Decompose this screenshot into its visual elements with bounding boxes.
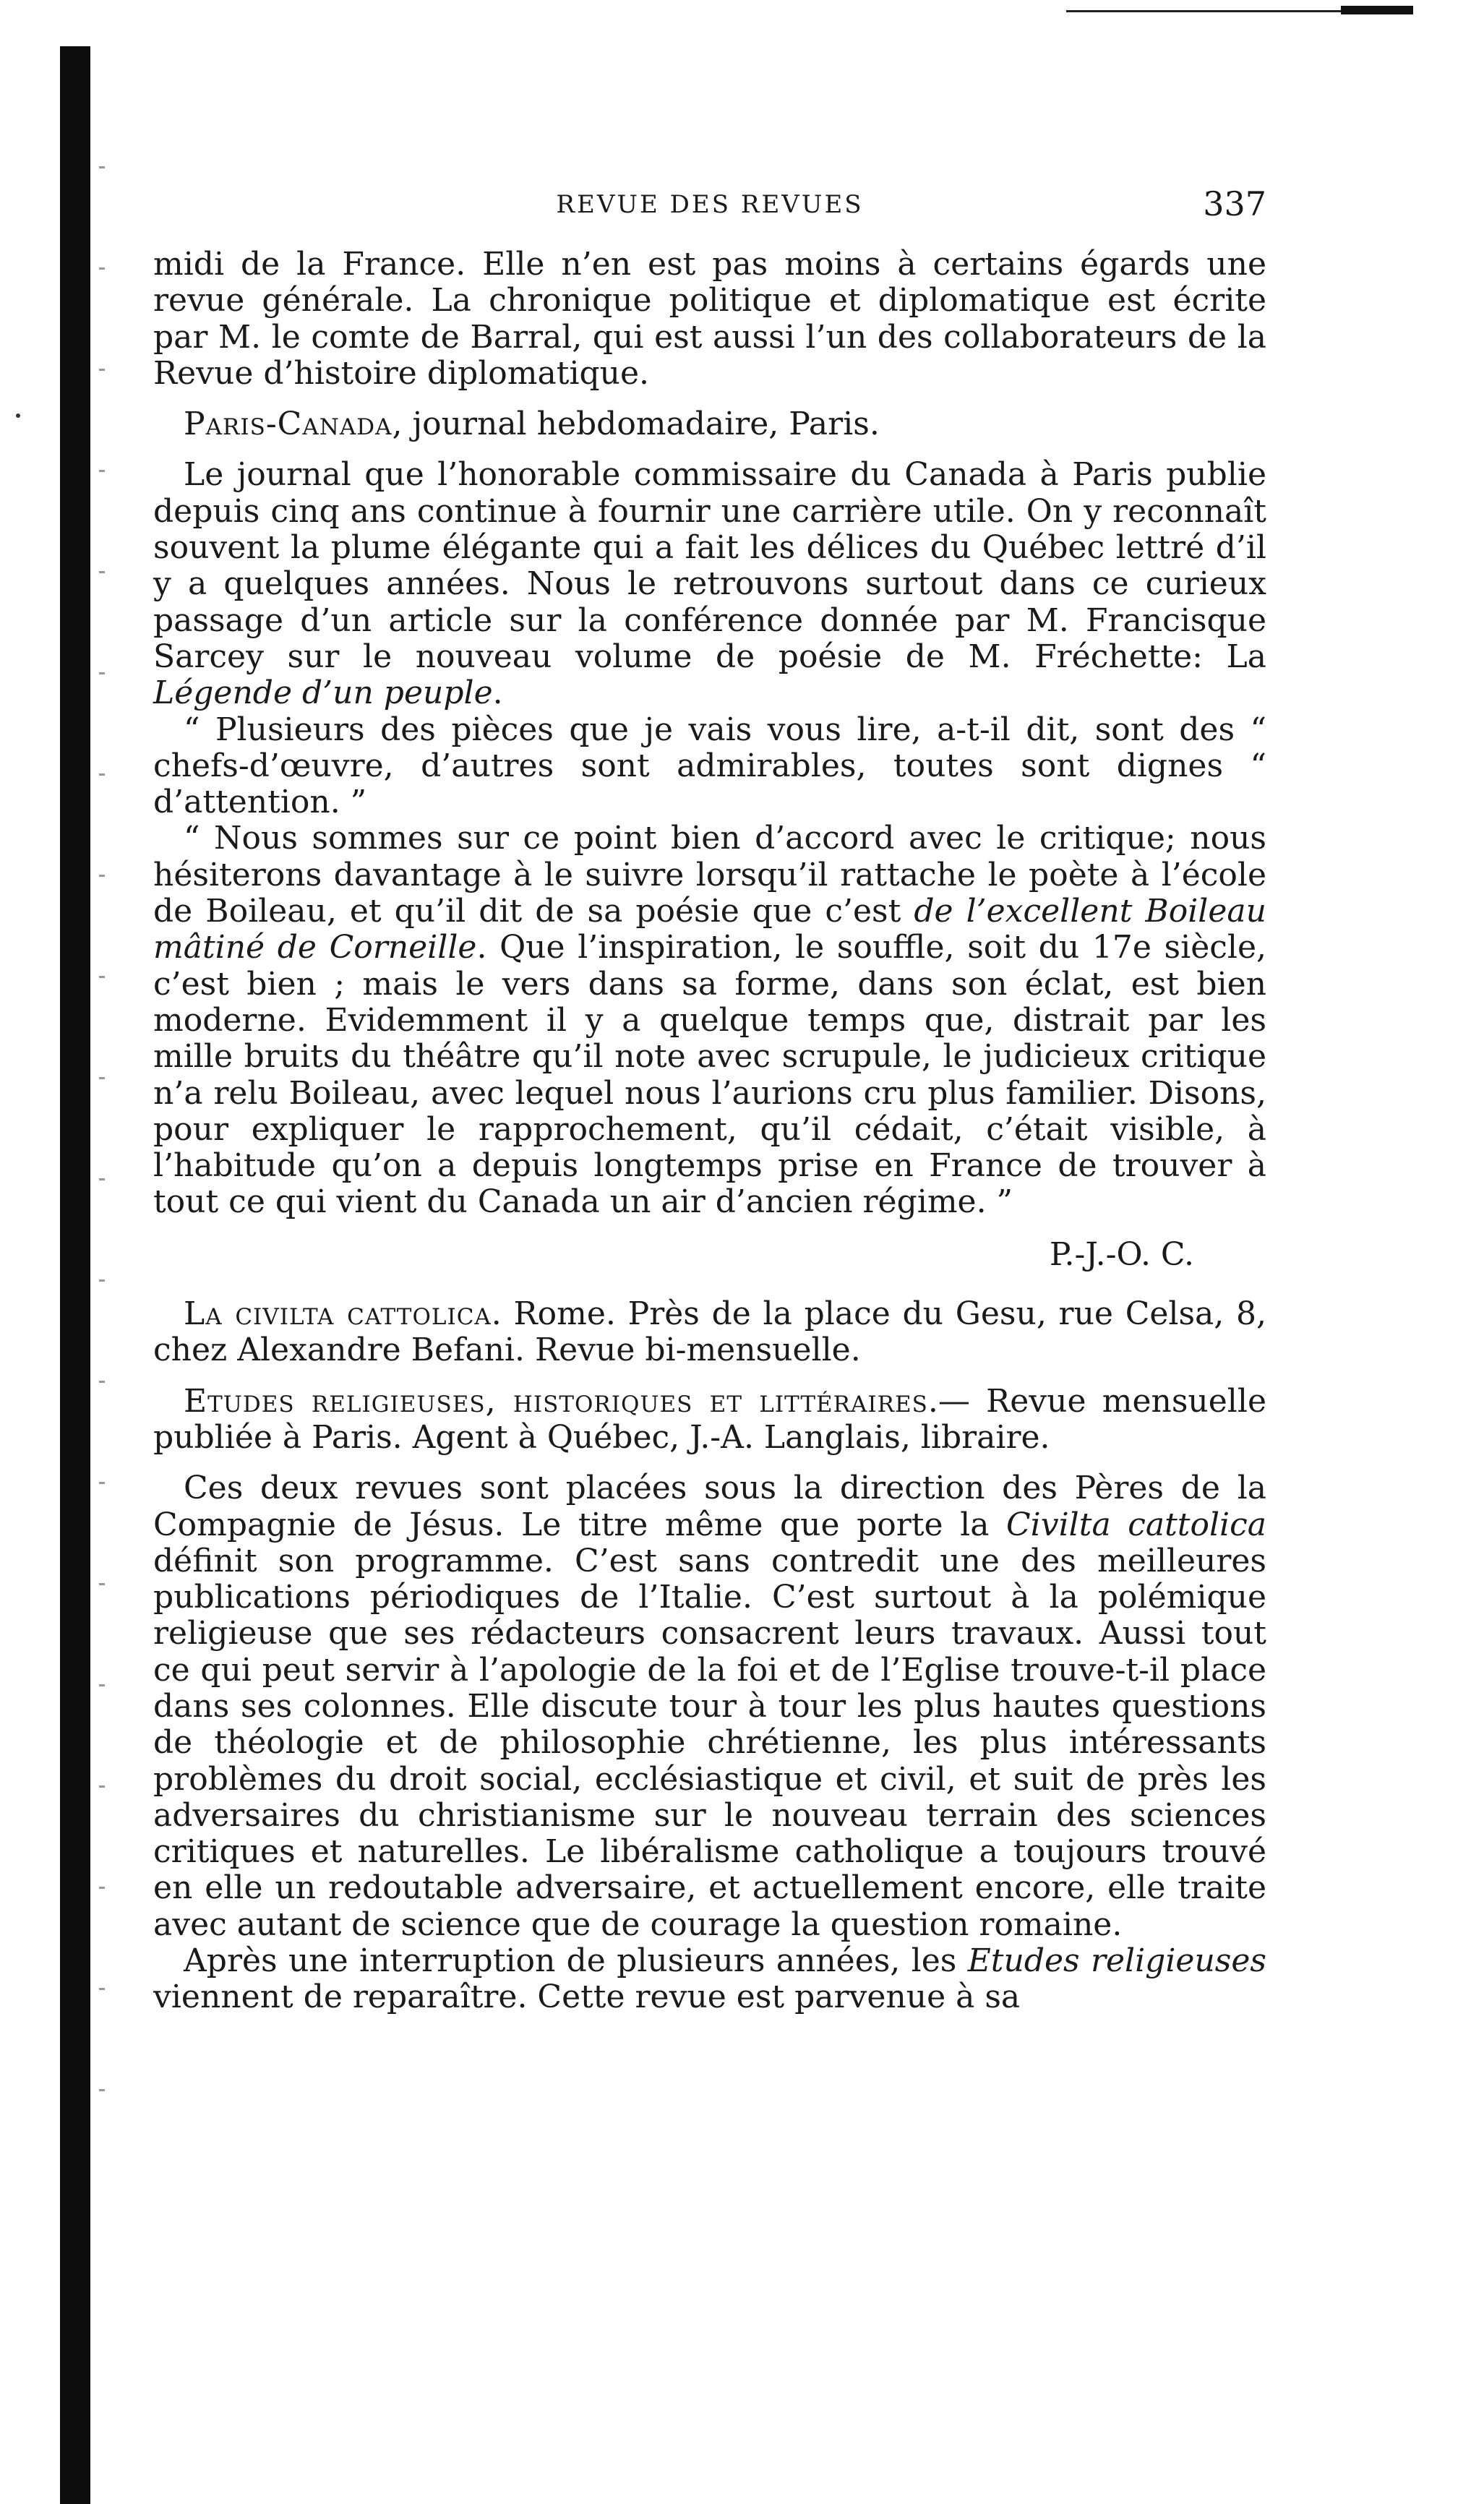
italic-title-civilta: Civilta cattolica <box>1006 1506 1266 1543</box>
entry-desc-paris-canada: , journal hebdomadaire, Paris. <box>392 406 880 443</box>
scan-speck <box>16 413 20 418</box>
italic-title-etudes: Etudes religieuses <box>967 1942 1266 1980</box>
entry-paris-canada <box>153 406 1266 442</box>
scan-edge-marks <box>99 166 105 2190</box>
quotation-sarcey: “ Plusieurs des pièces que je vais vous lire, a-t-il dit, sont des “ chefs-d’œuvre, d’autres sont admirables, toutes sont dignes “ d’attention. ” <box>153 711 1266 821</box>
text-run: “ Nous sommes sur ce point bien d’accord avec le critique; nous hésiterons davantage à le suivre lorsqu’il rattache le poète à l’école de Boileau, et qu’il dit de sa poésie que c’est <box>153 820 1266 930</box>
running-title: REVUE DES REVUES <box>556 190 864 219</box>
text-run: Le journal que l’honorable commissaire du Canada à Paris publie depuis cinq ans continue à fournir une carrière utile. On y reconnaît souvent la plume élégante qui a fait les délices du Québec lettré d’il y a quelques années. Nous le retrouvons surtout dans ce curieux passage d’un article sur la conférence donnée par M. Francisque Sarcey sur le nouveau volume de poésie de M. Fréchette: La <box>153 456 1266 675</box>
italic-quote-boileau: de l’excellent Boileau mâtiné de Corneille <box>153 893 1266 966</box>
quotation-response <box>153 820 1266 1220</box>
entry-desc-civilta-cattolica: . Rome. Près de la place du Gesu, rue Celsa, 8, chez Alexandre Befani. Revue bi-mensuelle. <box>153 1295 1266 1369</box>
paragraph-etudes-reappear <box>153 1943 1266 2016</box>
text-run: viennent de reparaître. Cette revue est parvenue à sa <box>153 1978 1021 2016</box>
page-number: 337 <box>1203 184 1266 223</box>
entry-etudes-religieuses <box>153 1384 1266 1457</box>
entry-desc-etudes-religieuses: .— Revue mensuelle publiée à Paris. Agent à Québec, J.-A. Langlais, libraire. <box>153 1382 1266 1456</box>
entry-title-etudes-religieuses: Etudes religieuses, historiques et littéraires <box>184 1382 928 1420</box>
scan-corner-mark <box>1341 6 1413 14</box>
entry-title-paris-canada: Paris-Canada <box>184 406 393 443</box>
page-body <box>153 184 1266 2016</box>
signature: P.-J.-O. C. <box>1049 1235 1194 1273</box>
text-run: Après une interruption de plusieurs années, les <box>184 1942 968 1980</box>
italic-title-legende: Légende d’un peuple <box>153 674 493 712</box>
paragraph-paris-canada-review <box>153 457 1266 711</box>
paragraph-revue-generale: midi de la France. Elle n’en est pas moins à certains égards une revue générale. La chronique politique et diplomatique est écrite par M. le comte de Barral, qui est aussi l’un des collaborateurs de la Revue d’histoire diplomatique. <box>153 246 1266 392</box>
paragraph-jesuit-reviews <box>153 1470 1266 1943</box>
entry-title-civilta-cattolica: La civilta cattolica <box>184 1295 492 1333</box>
running-head <box>153 184 1266 228</box>
text-run: Ces deux revues sont placées sous la direction des Pères de la Compagnie de Jésus. Le titre même que porte la <box>153 1470 1266 1543</box>
text-run: définit son programme. C’est sans contredit une des meilleures publications périodiques de l’Italie. C’est surtout à la polémique religieuse que ses rédacteurs consacrent leurs travaux. Aussi tout ce qui peut servir à l’apologie de la foi et de l’Eglise trouve-t-il place dans ses colonnes. Elle discute tour à tour les plus hautes questions de théologie et de philosophie chrétienne, les plus intéressants problèmes du droit social, ecclésiastique et civil, et suit de près les adversaires du christianisme sur le nouveau terrain des sciences critiques et naturelles. Le libéralisme catholique a toujours trouvé en elle un redoutable adversaire, et actuellement encore, elle traite avec autant de science que de courage la question romaine. <box>153 1542 1266 1943</box>
text-run: . <box>492 674 503 712</box>
entry-civilta-cattolica <box>153 1296 1266 1369</box>
text-run: . Que l’inspiration, le souffle, soit du 17e siècle, c’est bien ; mais le vers dans sa forme, dans son éclat, est bien moderne. Evidemment il y a quelque temps que, distrait par les mille bruits du théâtre qu’il note avec scrupule, le judicieux critique n’a relu Boileau, avec lequel nous l’aurions cru plus familier. Disons, pour expliquer le rapprochement, qu’il cédait, c’était visible, à l’habitude qu’on a depuis longtemps prise en France de trouver à tout ce qui vient du Canada un air d’ancien régime. ” <box>153 929 1266 1221</box>
scan-binding-edge <box>60 46 90 2504</box>
